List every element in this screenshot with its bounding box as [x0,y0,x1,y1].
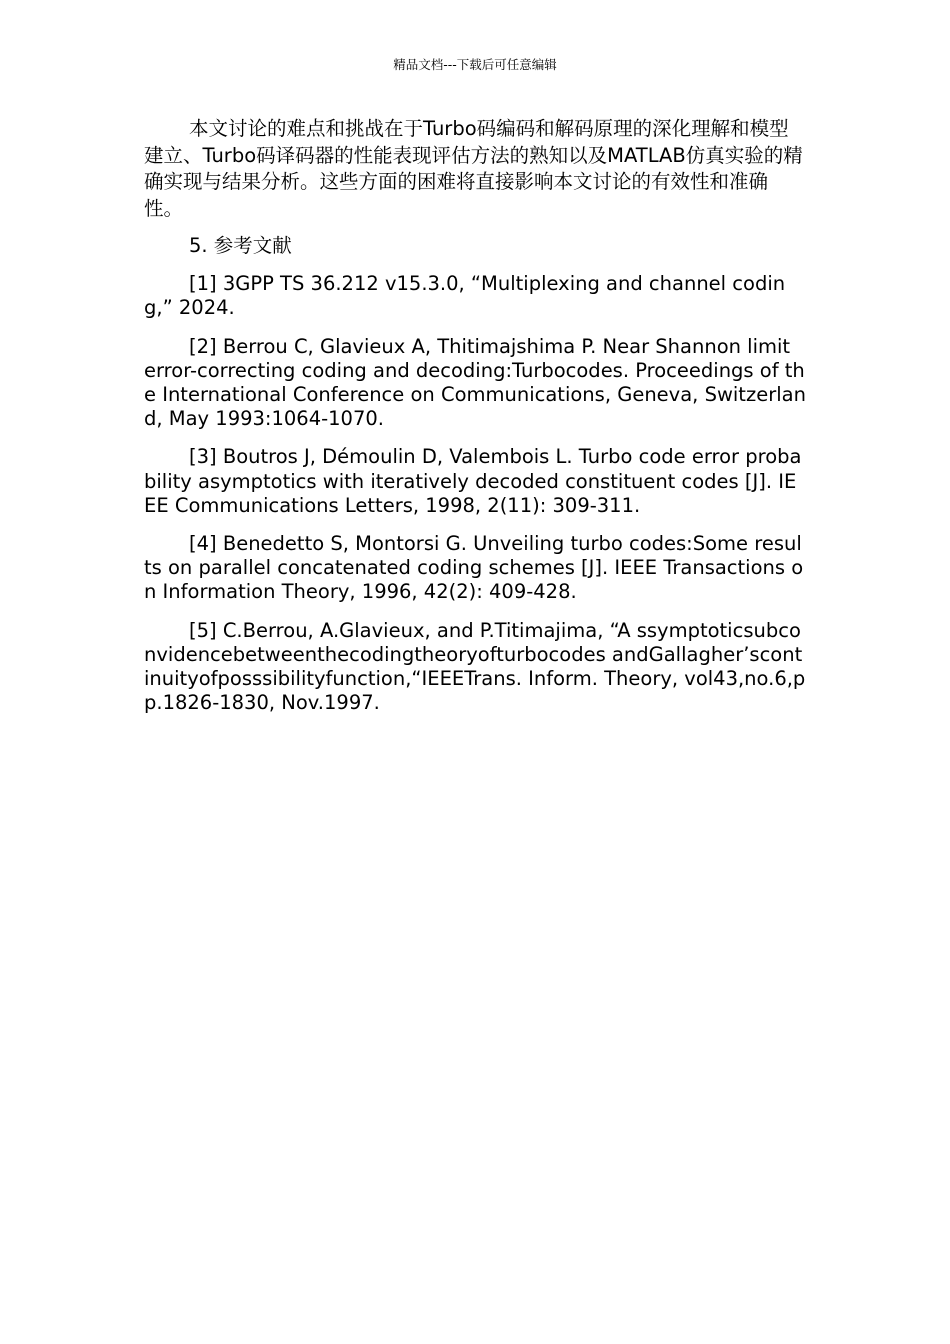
document-body [144,116,806,729]
reference-item-5: [5] C.Berrou, A.Glavieux, and P.Titimajima, “A ssymptoticsubconvidencebetweenthecodingtheoryofturbocodes andGallagher’scontinuityofposssibilityfunction,“IEEETrans. Inform. Theory, vol43,no.6,pp.1826-1830, Nov.1997. [144,618,806,715]
intro-paragraph: 本文讨论的难点和挑战在于Turbo码编码和解码原理的深化理解和模型建立、Turbo码译码器的性能表现评估方法的熟知以及MATLAB仿真实验的精确实现与结果分析。这些方面的困难将直接影响本文讨论的有效性和准确性。 [144,117,803,220]
reference-item-1: [1] 3GPP TS 36.212 v15.3.0, “Multiplexing and channel coding,” 2024. [144,272,786,320]
reference-item-4: [4] Benedetto S, Montorsi G. Unveiling turbo codes:Some results on parallel concatenated coding schemes [J]. IEEE Transactions on Information Theory, 1996, 42(2): 409-428. [144,532,804,604]
reference-item-3: [3] Boutros J, Démoulin D, Valembois L. Turbo code error probability asymptotics with iteratively decoded constituent codes [J]. IEEE Communications Letters, 1998, 2(11): 309-311. [144,445,802,517]
reference-item-2: [2] Berrou C, Glavieux A, Thitimajshima P. Near Shannon limit error-correcting coding and decoding:Turbocodes. Proceedings of the International Conference on Communications, Geneva, Switzerland, May 1993:1064-1070. [144,334,806,431]
section-heading-references: 5. 参考文献 [189,234,292,257]
page-header: 精品文档---下载后可任意编辑 [393,57,557,72]
